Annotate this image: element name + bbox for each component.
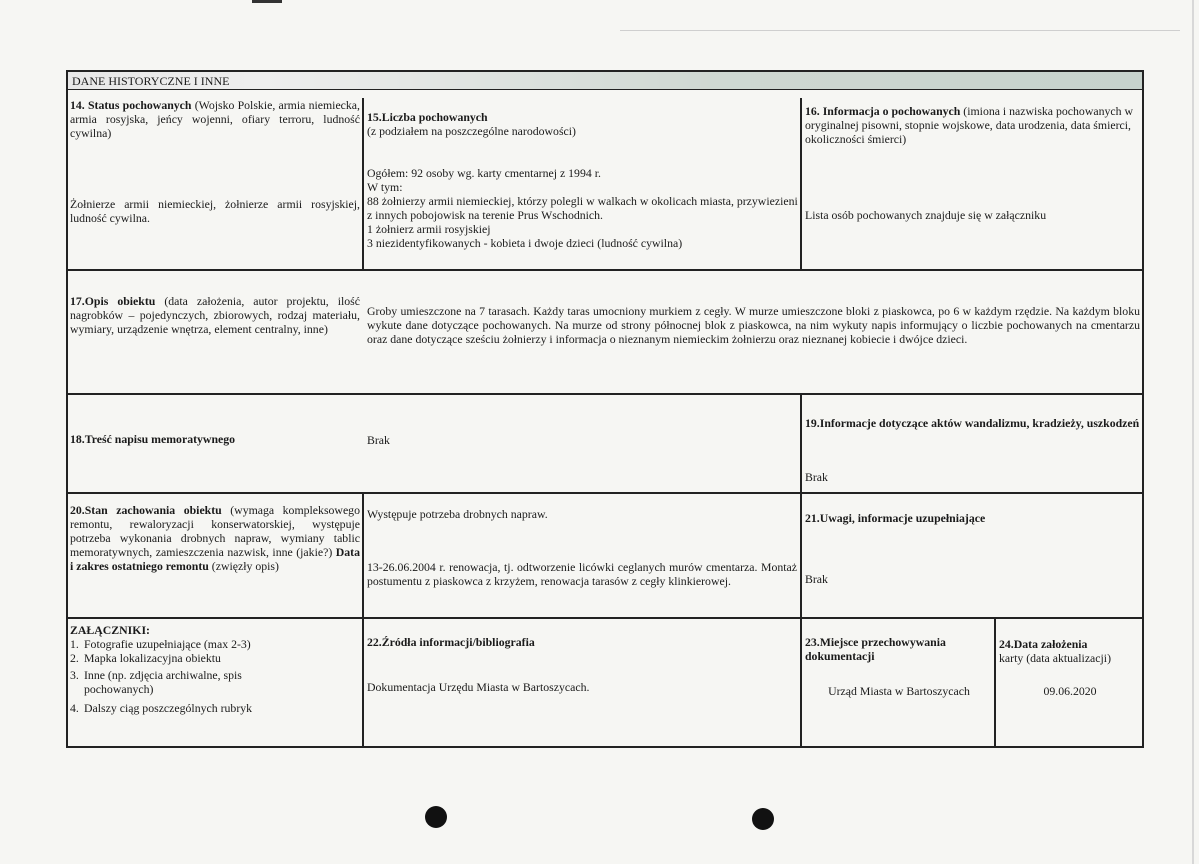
- last-renovation-title: Data i zakres ostatniego remontu: [70, 545, 360, 573]
- condition-value: Występuje potrzeba drobnych napraw.: [367, 507, 548, 521]
- attachment-text: Fotografie uzupełniające (max 2-3): [84, 637, 251, 651]
- german-soldiers-line: 88 żołnierzy armii niemieckiej, którzy polegli w walkach w okolicach miasta, przywiezieni z innych pobojowisk na terenie Prus Wschodnich.: [367, 194, 798, 222]
- memorial-inscription-label: 18.Treść napisu memoratywnego: [70, 432, 236, 446]
- row-divider-3: [66, 492, 1144, 494]
- russian-soldier-line: 1 żołnierz armii rosyjskiej: [367, 222, 491, 236]
- field-15-title: 15.Liczba pochowanych: [367, 110, 488, 124]
- attachments-block: [70, 623, 360, 715]
- scan-top-mark: [252, 0, 282, 3]
- attachment-text: Mapka lokalizacyjna obiektu: [84, 651, 221, 665]
- scan-right-edge: [1192, 0, 1194, 864]
- attachment-number: 3.: [70, 668, 79, 682]
- attachment-text: Inne (np. zdjęcia archiwalne, spis pochowanych): [84, 668, 242, 696]
- col-divider-c-r5: [994, 617, 996, 748]
- condition-label: [70, 503, 360, 573]
- card-date-hint: karty (data aktualizacji): [999, 651, 1112, 665]
- object-description-value: Groby umieszczone na 7 tarasach. Każdy taras umocniony murkiem z cegły. W murze umieszczone bloki z piaskowca, po 6 w każdym rzędzie. Na każdym bloku wykute dane dotyczące pochowanych. Na murze od strony północnej blok z piaskowca, na nim wykuty napis informujący o liczbie pochowanych na cmentarzu oraz dane dotyczące sześciu żołnierzy i informacja o nieznanym niemieckim żołnierzu oraz nieznanej kobiecie i dwójce dzieci.: [367, 304, 1140, 346]
- total-count-line: Ogółem: 92 osoby wg. karty cmentarnej z 1994 r.: [367, 166, 601, 180]
- row-divider-2: [66, 393, 1144, 395]
- attachments-list: [70, 637, 360, 715]
- col-divider-b-r3: [800, 393, 802, 494]
- attachment-item: [70, 701, 360, 715]
- vandalism-info-label: 19.Informacje dotyczące aktów wandalizmu, kradzieży, uszkodzeń: [805, 416, 1140, 430]
- row-divider-4: [66, 617, 1144, 619]
- storage-place-label: 23.Miejsce przechowywania dokumentacji: [805, 635, 946, 663]
- attachment-item: [70, 668, 360, 696]
- attachment-item: [70, 651, 360, 665]
- section-title: DANE HISTORYCZNE I INNE: [72, 74, 230, 88]
- col-divider-b-r4: [800, 492, 802, 748]
- status-of-buried-label: [70, 98, 360, 140]
- attachment-text: Dalszy ciąg poszczególnych rubryk: [84, 701, 253, 715]
- memorial-inscription-value: Brak: [367, 433, 390, 447]
- storage-place-value: Urząd Miasta w Bartoszycach: [828, 684, 970, 698]
- field-20-hint: (wymaga kompleksowego remontu, rewaloryzacji konserwatorskiej, występuje potrzeba wykonania drobnych napraw, wymiany tablic memoratywnych, zamieszczenia nazwisk, inne (jakie?): [70, 503, 360, 559]
- field-17-title: 17.Opis obiektu: [70, 294, 156, 308]
- attachment-number: 4.: [70, 701, 79, 715]
- field-14-hint: (Wojsko Polskie, armia niemiecka, armia rosyjska, jeńcy wojenni, ofiary terroru, ludność cywilna): [70, 98, 360, 140]
- field-16-title: 16. Informacja o pochowanych: [805, 104, 961, 118]
- field-16-hint: (imiona i nazwiska pochowanych w oryginalnej pisowni, stopnie wojskowe, data urodzenia, data śmierci, okoliczności śmierci): [805, 104, 1133, 146]
- remarks-value: Brak: [805, 572, 828, 586]
- including-line: W tym:: [367, 180, 403, 194]
- attachment-number: 1.: [70, 637, 79, 651]
- col-divider-a-r1: [362, 98, 364, 271]
- card-date-label: [999, 637, 1141, 665]
- unidentified-line: 3 niezidentyfikowanych - kobieta i dwoje dzieci (ludność cywilna): [367, 236, 683, 250]
- attachment-item: [70, 637, 360, 651]
- last-renovation-value: 13-26.06.2004 r. renowacja, tj. odtworzenie licówki ceglanych murów cmentarza. Montaż postumentu z piaskowca z krzyżem, renowacja tarasów z cegły klinkierowej.: [367, 560, 797, 588]
- last-renovation-hint: (zwięzły opis): [211, 559, 279, 573]
- sources-label: 22.Źródła informacji/bibliografia: [367, 635, 535, 649]
- status-of-buried-value: Żołnierze armii niemieckiej, żołnierze armii rosyjskiej, ludność cywilna.: [70, 197, 360, 225]
- remarks-label: 21.Uwagi, informacje uzupełniające: [805, 511, 986, 525]
- field-14-title: 14. Status pochowanych: [70, 98, 192, 112]
- punch-hole-left: [425, 806, 447, 828]
- col-divider-b-r1: [800, 98, 802, 271]
- object-description-label: [70, 294, 360, 336]
- card-date-value: 09.06.2020: [1043, 684, 1097, 698]
- col-divider-a-r4: [362, 492, 364, 748]
- number-of-buried-value: [367, 166, 799, 250]
- scan-top-line: [620, 30, 1180, 31]
- sources-value: Dokumentacja Urzędu Miasta w Bartoszycach.: [367, 680, 590, 694]
- attachment-number: 2.: [70, 651, 79, 665]
- vandalism-info-value: Brak: [805, 470, 828, 484]
- buried-info-value: Lista osób pochowanych znajduje się w załączniku: [805, 208, 1047, 222]
- field-15-hint: (z podziałem na poszczególne narodowości): [367, 124, 576, 138]
- field-20-title: 20.Stan zachowania obiektu: [70, 503, 222, 517]
- number-of-buried-label: [367, 110, 797, 138]
- row-divider-1: [66, 269, 1144, 271]
- card-date-title: 24.Data założenia: [999, 637, 1088, 651]
- field-17-hint: (data założenia, autor projektu, ilość nagrobków – pojedynczych, zbiorowych, rodzaj materiału, wymiary, urządzenie wnętrza, element centralny, inne): [70, 294, 361, 336]
- punch-hole-right: [752, 808, 774, 830]
- buried-info-label: [805, 104, 1140, 146]
- attachments-title: ZAŁĄCZNIKI:: [70, 623, 150, 637]
